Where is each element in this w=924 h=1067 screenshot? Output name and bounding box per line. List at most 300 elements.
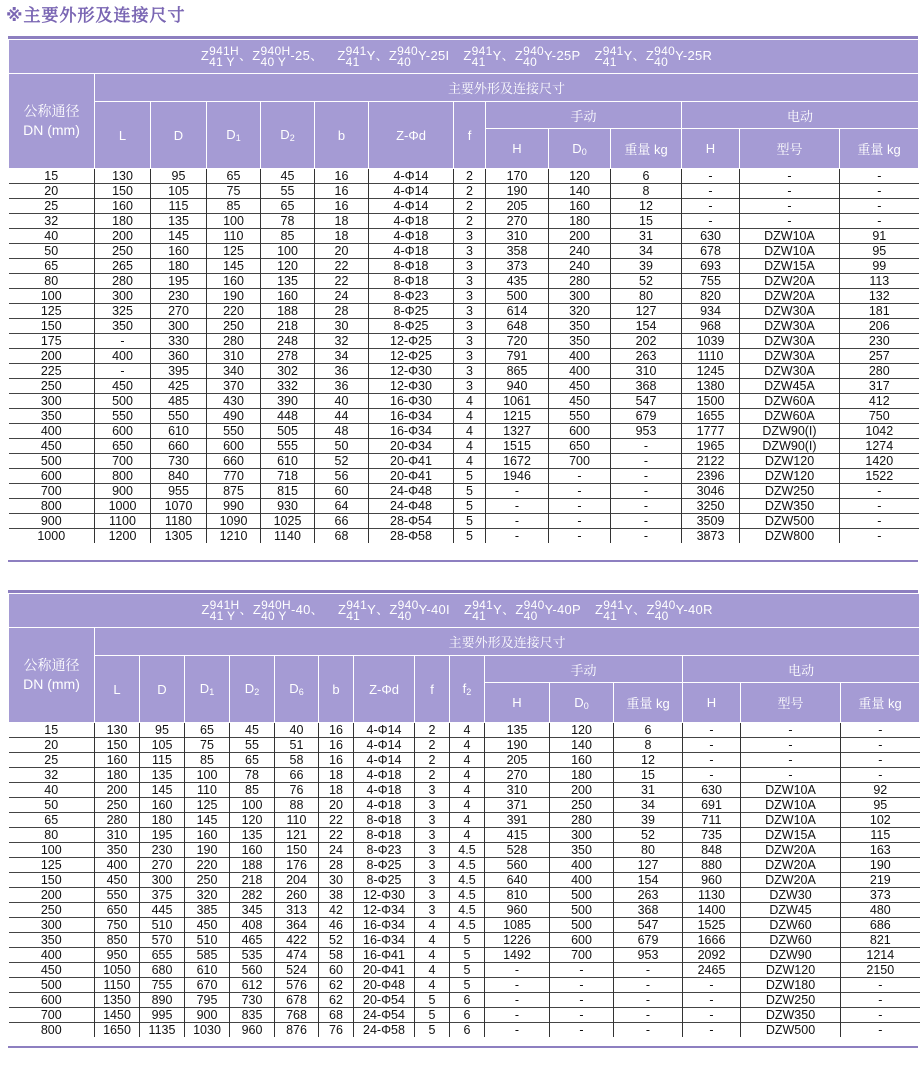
table-cell: 350 bbox=[9, 933, 95, 948]
table-cell: 25 bbox=[9, 753, 95, 768]
table-cell: 16 bbox=[315, 184, 369, 199]
table-cell: - bbox=[683, 978, 741, 993]
model-superscript-pair bbox=[523, 43, 545, 69]
table-cell: 4 bbox=[415, 933, 450, 948]
table-cell: 435 bbox=[486, 274, 549, 289]
table-cell: 55 bbox=[261, 184, 315, 199]
table-cell: 50 bbox=[9, 798, 95, 813]
electric-header: 电动 bbox=[683, 656, 920, 683]
table-cell: 22 bbox=[315, 274, 369, 289]
table-row bbox=[9, 933, 920, 948]
table-cell: - bbox=[840, 484, 919, 499]
table-cell: 8-Φ18 bbox=[369, 259, 454, 274]
table-cell: 350 bbox=[95, 319, 151, 334]
model-lower: 40 bbox=[397, 608, 412, 623]
table-cell: 3 bbox=[415, 843, 450, 858]
table-cell: - bbox=[683, 753, 741, 768]
column-header: $D_2$ bbox=[230, 656, 275, 723]
table-cell: 20 bbox=[9, 738, 95, 753]
table-cell: 835 bbox=[230, 1008, 275, 1023]
table-cell: 40 bbox=[275, 723, 319, 738]
table-cell: 20-Φ34 bbox=[369, 439, 454, 454]
table-cell: 180 bbox=[549, 214, 611, 229]
table-row bbox=[9, 349, 919, 364]
table-cell: DZW20A bbox=[741, 873, 841, 888]
table-cell: 100 bbox=[9, 843, 95, 858]
table-cell: 16 bbox=[315, 169, 369, 184]
table-cell: 485 bbox=[151, 394, 207, 409]
table-cell: 20-Φ54 bbox=[354, 993, 415, 1008]
table-cell: 1274 bbox=[840, 439, 919, 454]
table-cell: 1000 bbox=[95, 499, 151, 514]
table-cell: 820 bbox=[682, 289, 740, 304]
table-cell: 350 bbox=[95, 843, 140, 858]
table-cell: 55 bbox=[230, 738, 275, 753]
table-cell: 3 bbox=[454, 229, 486, 244]
model-upper: 941H bbox=[209, 597, 240, 612]
table-row bbox=[9, 244, 919, 259]
table-cell: 16-Φ30 bbox=[369, 394, 454, 409]
table-cell: 12-Φ25 bbox=[369, 334, 454, 349]
model-superscript-pair bbox=[260, 43, 291, 69]
table-cell: DZW20A bbox=[741, 858, 841, 873]
table-cell: 770 bbox=[207, 469, 261, 484]
model-suffix: Y-40I bbox=[418, 602, 450, 618]
table-cell: 560 bbox=[485, 858, 550, 873]
model-lower: 41 bbox=[345, 54, 360, 69]
table-cell: 195 bbox=[151, 274, 207, 289]
table-cell: 610 bbox=[151, 424, 207, 439]
table-cell: DZW20A bbox=[740, 274, 840, 289]
table-cell: 300 bbox=[151, 319, 207, 334]
column-header: $f_2$ bbox=[450, 656, 485, 723]
table-cell: 270 bbox=[485, 768, 550, 783]
table-cell: - bbox=[683, 993, 741, 1008]
table-cell: 300 bbox=[9, 394, 95, 409]
table-cell: 730 bbox=[151, 454, 207, 469]
table-cell: 1525 bbox=[683, 918, 741, 933]
table-cell: 52 bbox=[611, 274, 682, 289]
table-cell: 12-Φ30 bbox=[354, 888, 415, 903]
table-cell: 800 bbox=[9, 499, 95, 514]
table-cell: 1180 bbox=[151, 514, 207, 529]
table-cell: 20-Φ41 bbox=[369, 454, 454, 469]
table-row bbox=[9, 379, 919, 394]
table-cell: 263 bbox=[611, 349, 682, 364]
model-suffix: Y-25R bbox=[675, 48, 713, 64]
table-cell: 95 bbox=[151, 169, 207, 184]
table-cell: 32 bbox=[9, 768, 95, 783]
table-cell: 4 bbox=[415, 948, 450, 963]
table-cell: 38 bbox=[319, 888, 354, 903]
subscript: 2 bbox=[466, 687, 472, 697]
table-cell: 4-Φ14 bbox=[354, 738, 415, 753]
table-cell: 280 bbox=[549, 274, 611, 289]
table-cell: 15 bbox=[614, 768, 683, 783]
table-cell: DZW180 bbox=[741, 978, 841, 993]
table-cell: 64 bbox=[315, 499, 369, 514]
table-cell: 8-Φ18 bbox=[354, 813, 415, 828]
table-cell: 50 bbox=[9, 244, 95, 259]
table-cell: 1245 bbox=[682, 364, 740, 379]
table-cell: 52 bbox=[614, 828, 683, 843]
table-cell: 280 bbox=[550, 813, 614, 828]
model-code bbox=[201, 599, 324, 622]
table-cell: 821 bbox=[841, 933, 920, 948]
table-cell: 300 bbox=[550, 828, 614, 843]
table-cell: 953 bbox=[614, 948, 683, 963]
table-cell: 350 bbox=[549, 334, 611, 349]
column-header: f bbox=[454, 102, 486, 169]
table-cell: 547 bbox=[611, 394, 682, 409]
table-cell: 100 bbox=[230, 798, 275, 813]
table-cell: 132 bbox=[840, 289, 919, 304]
table-cell: 1100 bbox=[95, 514, 151, 529]
table-cell: 3250 bbox=[682, 499, 740, 514]
table-cell: 5 bbox=[454, 514, 486, 529]
model-prefix: Z bbox=[200, 48, 210, 64]
model-middle: Y、Z bbox=[493, 602, 524, 618]
table-cell: DZW500 bbox=[740, 514, 840, 529]
table-cell: 282 bbox=[230, 888, 275, 903]
table-cell: - bbox=[683, 723, 741, 738]
model-suffix: -25、 bbox=[290, 48, 324, 64]
table-cell: 300 bbox=[549, 289, 611, 304]
table-cell: 120 bbox=[550, 723, 614, 738]
table-cell: 80 bbox=[614, 843, 683, 858]
table-row bbox=[9, 499, 919, 514]
table-cell: 4.5 bbox=[450, 843, 485, 858]
table-cell: 120 bbox=[549, 169, 611, 184]
table-cell: DZW60 bbox=[741, 918, 841, 933]
table-cell: 154 bbox=[611, 319, 682, 334]
table-cell: 220 bbox=[185, 858, 230, 873]
column-header: f bbox=[415, 656, 450, 723]
table-cell: 4 bbox=[450, 738, 485, 753]
model-lower: 40 Y bbox=[261, 608, 287, 623]
table-cell: - bbox=[683, 768, 741, 783]
table-cell: - bbox=[611, 439, 682, 454]
table-cell: - bbox=[550, 1023, 614, 1038]
table-cell: 6 bbox=[450, 1008, 485, 1023]
table-cell: 655 bbox=[140, 948, 185, 963]
table-cell: 730 bbox=[230, 993, 275, 1008]
table-cell: 4 bbox=[450, 768, 485, 783]
table-cell: 3 bbox=[415, 828, 450, 843]
table-cell: 325 bbox=[95, 304, 151, 319]
table-cell: 170 bbox=[486, 169, 549, 184]
table-cell: 130 bbox=[95, 169, 151, 184]
table-cell: 31 bbox=[611, 229, 682, 244]
table-cell: 60 bbox=[319, 963, 354, 978]
table-cell: - bbox=[683, 738, 741, 753]
table-cell: 163 bbox=[841, 843, 920, 858]
table-cell: 302 bbox=[261, 364, 315, 379]
table-cell: 1965 bbox=[682, 439, 740, 454]
table-cell: 15 bbox=[44, 722, 59, 737]
table-cell: 15 bbox=[611, 214, 682, 229]
column-header: 重量 kg bbox=[841, 683, 920, 723]
table-row bbox=[9, 439, 919, 454]
table-cell: 28-Φ54 bbox=[369, 514, 454, 529]
table-cell: 2396 bbox=[682, 469, 740, 484]
table-cell: 52 bbox=[319, 933, 354, 948]
table-cell: 6 bbox=[614, 723, 683, 738]
model-upper: 941 bbox=[472, 597, 494, 612]
table-cell: 257 bbox=[840, 349, 919, 364]
table-cell: 3 bbox=[454, 379, 486, 394]
table-cell: 120 bbox=[261, 259, 315, 274]
table-cell: 900 bbox=[9, 514, 95, 529]
table-cell: 990 bbox=[207, 499, 261, 514]
table-cell: 60 bbox=[315, 484, 369, 499]
table-cell: 28 bbox=[319, 858, 354, 873]
table-cell: 18 bbox=[315, 229, 369, 244]
table-cell: - bbox=[95, 334, 151, 349]
table-cell: 16 bbox=[319, 723, 354, 738]
table-row bbox=[9, 289, 919, 304]
table-cell: 4-Φ18 bbox=[369, 244, 454, 259]
table-cell: 58 bbox=[275, 753, 319, 768]
table-cell: 4 bbox=[454, 424, 486, 439]
table-cell: - bbox=[840, 529, 919, 544]
table-cell: 670 bbox=[185, 978, 230, 993]
table-row bbox=[9, 738, 920, 753]
subscript: 6 bbox=[298, 687, 304, 697]
table-cell: 430 bbox=[207, 394, 261, 409]
table-cell: 1025 bbox=[261, 514, 315, 529]
table-row bbox=[9, 948, 920, 963]
table-cell: 550 bbox=[95, 888, 140, 903]
model-superscript-pair bbox=[397, 597, 419, 623]
table-cell: 230 bbox=[151, 289, 207, 304]
table-cell: 65 bbox=[185, 723, 230, 738]
model-upper: 941 bbox=[471, 43, 493, 58]
table-cell: 345 bbox=[230, 903, 275, 918]
table-cell: 310 bbox=[485, 783, 550, 798]
table-cell: - bbox=[485, 963, 550, 978]
table-cell: 368 bbox=[611, 379, 682, 394]
table-cell: 3509 bbox=[682, 514, 740, 529]
table-cell: 30 bbox=[319, 873, 354, 888]
table-cell: 240 bbox=[549, 244, 611, 259]
table-row bbox=[9, 828, 920, 843]
table-cell: 614 bbox=[486, 304, 549, 319]
table-cell: 3 bbox=[454, 259, 486, 274]
table-cell: 755 bbox=[682, 274, 740, 289]
table-cell: 630 bbox=[682, 229, 740, 244]
model-prefix: Z bbox=[594, 48, 603, 64]
table-cell: 278 bbox=[261, 349, 315, 364]
table-cell: 100 bbox=[9, 289, 95, 304]
column-header: H bbox=[682, 129, 740, 169]
table-cell: DZW10A bbox=[741, 783, 841, 798]
model-upper: 940 bbox=[654, 43, 676, 58]
table-cell: 65 bbox=[9, 259, 95, 274]
model-upper: 940 bbox=[523, 43, 545, 58]
model-lower: 41 Y bbox=[209, 608, 236, 623]
table-cell: 650 bbox=[549, 439, 611, 454]
table-cell: 22 bbox=[319, 828, 354, 843]
table-cell: 5 bbox=[450, 978, 485, 993]
table-row bbox=[9, 334, 919, 349]
dn-header: 公称通径 DN (mm) bbox=[9, 628, 95, 723]
table-cell: - bbox=[611, 529, 682, 544]
table-cell: 900 bbox=[95, 484, 151, 499]
table-cell: - bbox=[840, 199, 919, 214]
table-cell: 65 bbox=[230, 753, 275, 768]
table-cell: 130 bbox=[95, 723, 140, 738]
table-cell: 1672 bbox=[486, 454, 549, 469]
table-cell: 755 bbox=[140, 978, 185, 993]
table-cell: 4 bbox=[450, 828, 485, 843]
table-cell: 6 bbox=[450, 1023, 485, 1038]
table-cell: DZW30A bbox=[740, 304, 840, 319]
table-cell: DZW15A bbox=[740, 259, 840, 274]
table-cell: 450 bbox=[95, 379, 151, 394]
table-cell: 524 bbox=[275, 963, 319, 978]
table-cell: 600 bbox=[95, 424, 151, 439]
table-cell: 180 bbox=[95, 768, 140, 783]
table-cell: 80 bbox=[9, 828, 95, 843]
table-cell: 474 bbox=[275, 948, 319, 963]
table-cell: - bbox=[611, 499, 682, 514]
table-cell: 4 bbox=[450, 798, 485, 813]
table-cell: 76 bbox=[275, 783, 319, 798]
table-cell: 350 bbox=[549, 319, 611, 334]
model-lower: 41 bbox=[472, 608, 487, 623]
table-cell: 2 bbox=[415, 738, 450, 753]
table-cell: 270 bbox=[486, 214, 549, 229]
table-row bbox=[9, 169, 919, 184]
table-cell: 102 bbox=[841, 813, 920, 828]
table-cell: 270 bbox=[151, 304, 207, 319]
column-header: $D_2$ bbox=[261, 102, 315, 169]
dimension-table-pn25 bbox=[8, 39, 919, 543]
table-cell: 700 bbox=[549, 454, 611, 469]
model-superscript-pair bbox=[654, 43, 676, 69]
table-cell: 85 bbox=[261, 229, 315, 244]
table-cell: 310 bbox=[95, 828, 140, 843]
table-cell: 180 bbox=[140, 813, 185, 828]
table-cell: DZW20A bbox=[740, 289, 840, 304]
table-cell: 955 bbox=[151, 484, 207, 499]
table-cell: 20-Φ48 bbox=[354, 978, 415, 993]
table-cell: 66 bbox=[315, 514, 369, 529]
subscript: 2 bbox=[289, 133, 295, 143]
table-cell: 450 bbox=[185, 918, 230, 933]
table-cell: 320 bbox=[549, 304, 611, 319]
table-cell: 700 bbox=[9, 484, 95, 499]
table-cell: 250 bbox=[185, 873, 230, 888]
model-superscript-pair bbox=[603, 597, 625, 623]
group-header: 主要外形及连接尺寸 bbox=[95, 74, 919, 102]
table-cell: 31 bbox=[614, 783, 683, 798]
table-cell: 180 bbox=[151, 259, 207, 274]
table-row bbox=[9, 993, 920, 1008]
table-cell: 660 bbox=[207, 454, 261, 469]
table-cell: 135 bbox=[151, 214, 207, 229]
table-cell: - bbox=[549, 529, 611, 544]
table-cell: 65 bbox=[207, 169, 261, 184]
table-cell: 100 bbox=[185, 768, 230, 783]
table-cell: 934 bbox=[682, 304, 740, 319]
table-cell: 150 bbox=[275, 843, 319, 858]
table-cell: - bbox=[550, 1008, 614, 1023]
table-cell: 1655 bbox=[682, 409, 740, 424]
table-cell: 700 bbox=[95, 454, 151, 469]
table-cell: 425 bbox=[151, 379, 207, 394]
table-cell: 2092 bbox=[683, 948, 741, 963]
table-cell: 1492 bbox=[485, 948, 550, 963]
table-cell: - bbox=[485, 1008, 550, 1023]
table-cell: 200 bbox=[95, 229, 151, 244]
table-cell: 110 bbox=[275, 813, 319, 828]
table-cell: 145 bbox=[151, 229, 207, 244]
model-suffix: Y-25I bbox=[418, 48, 450, 64]
table-cell: 65 bbox=[9, 813, 95, 828]
table-cell: 30 bbox=[315, 319, 369, 334]
table-cell: 18 bbox=[319, 783, 354, 798]
table-cell: 76 bbox=[319, 1023, 354, 1038]
table-cell: 20 bbox=[315, 244, 369, 259]
table-cell: 219 bbox=[841, 873, 920, 888]
model-code bbox=[201, 45, 324, 68]
table-cell: 3 bbox=[454, 244, 486, 259]
model-superscript-pair bbox=[654, 597, 676, 623]
table-cell: 1650 bbox=[95, 1023, 140, 1038]
table-cell: 160 bbox=[140, 798, 185, 813]
table-cell: 1130 bbox=[683, 888, 741, 903]
table-cell: 660 bbox=[151, 439, 207, 454]
table-cell: 4-Φ18 bbox=[354, 798, 415, 813]
table-cell: 310 bbox=[207, 349, 261, 364]
table-cell: 4.5 bbox=[450, 858, 485, 873]
table-cell: 160 bbox=[95, 753, 140, 768]
table-cell: 145 bbox=[140, 783, 185, 798]
table-cell: 16-Φ34 bbox=[369, 424, 454, 439]
table-cell: 204 bbox=[275, 873, 319, 888]
table-cell: - bbox=[614, 963, 683, 978]
table-cell: 181 bbox=[840, 304, 919, 319]
table-row bbox=[9, 783, 920, 798]
model-upper: 940H bbox=[261, 597, 291, 612]
page-title: ※主要外形及连接尺寸 bbox=[6, 6, 186, 25]
model-code bbox=[337, 45, 449, 68]
table-cell: 12 bbox=[614, 753, 683, 768]
model-middle: Y、Z bbox=[624, 602, 655, 618]
table-cell: 648 bbox=[486, 319, 549, 334]
table-cell: 800 bbox=[9, 1023, 95, 1038]
table-cell: 16 bbox=[319, 738, 354, 753]
table-cell: 95 bbox=[840, 244, 919, 259]
column-header: 重量 kg bbox=[614, 683, 683, 723]
table-cell: 5 bbox=[454, 529, 486, 544]
table-cell: DZW10A bbox=[740, 244, 840, 259]
table-cell: 600 bbox=[9, 993, 95, 1008]
model-suffix: Y-25P bbox=[544, 48, 581, 64]
table-cell: 24-Φ48 bbox=[369, 499, 454, 514]
table-cell: 18 bbox=[315, 214, 369, 229]
table-cell: 680 bbox=[140, 963, 185, 978]
table-cell: 415 bbox=[485, 828, 550, 843]
model-prefix: Z bbox=[337, 602, 347, 618]
table-cell: 200 bbox=[95, 783, 140, 798]
table-cell: 679 bbox=[614, 933, 683, 948]
table-cell: 4.5 bbox=[450, 873, 485, 888]
table-cell: 3 bbox=[454, 319, 486, 334]
model-prefix: Z bbox=[463, 48, 472, 64]
